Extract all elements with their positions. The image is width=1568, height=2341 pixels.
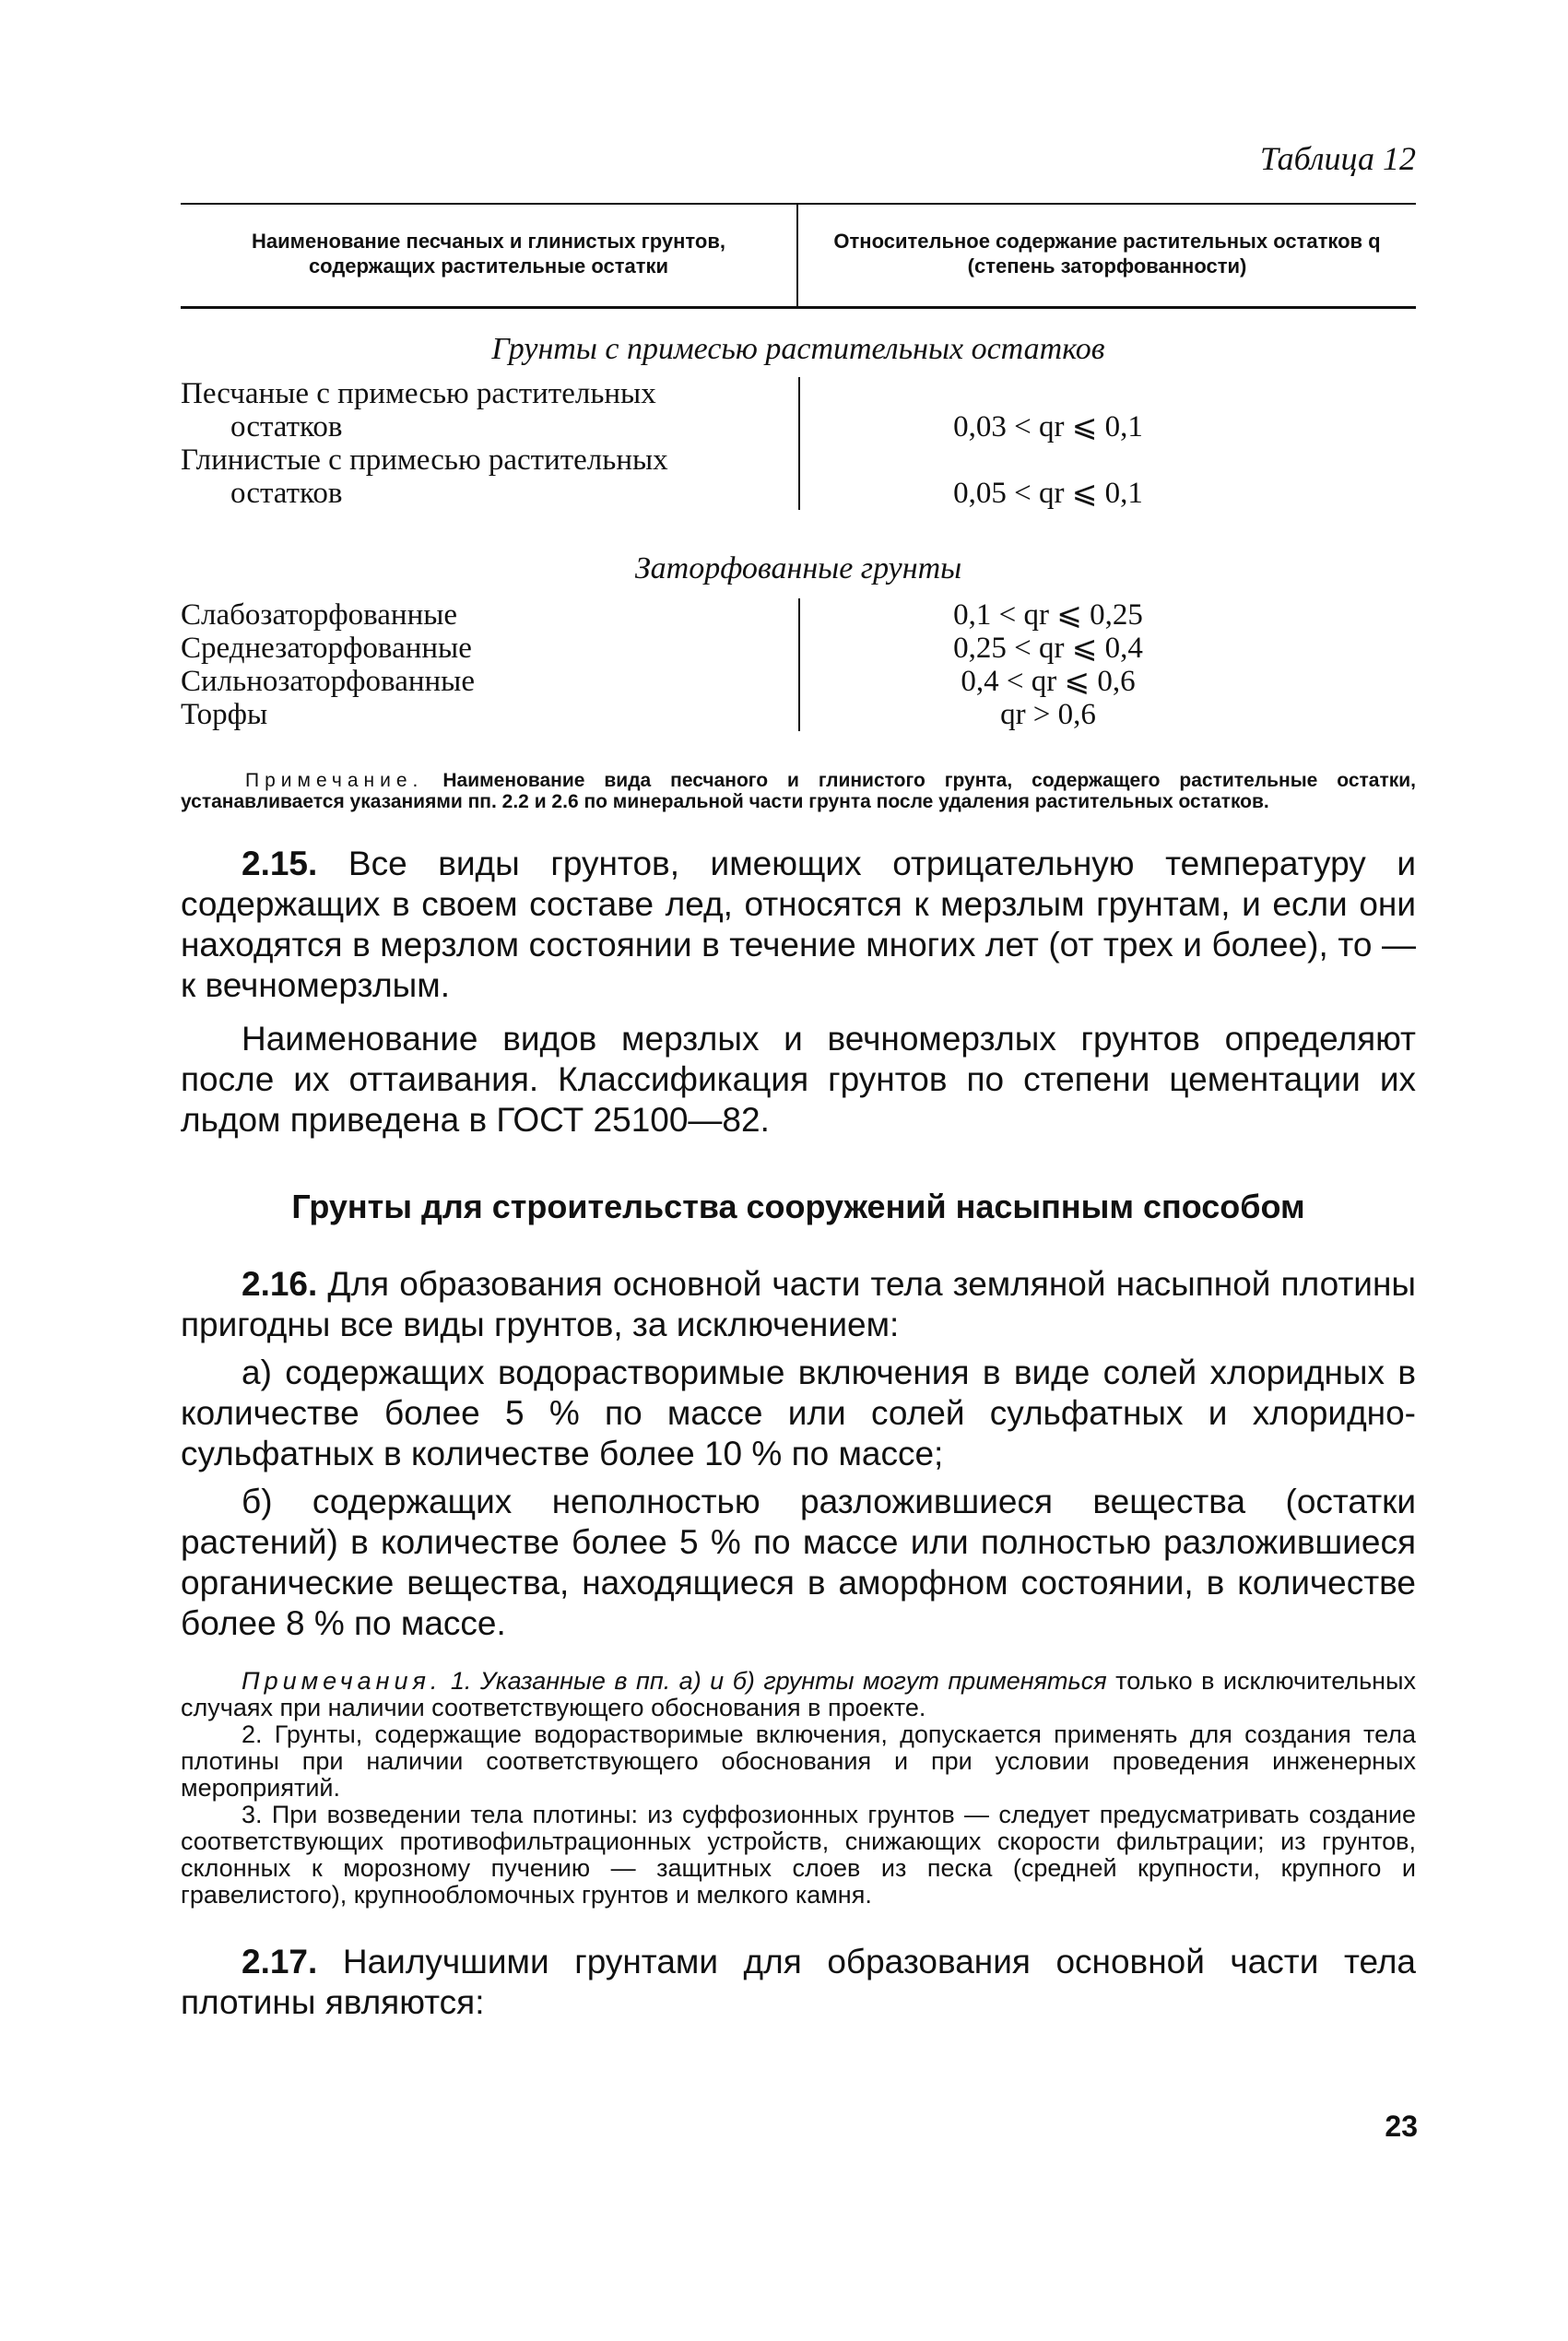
- paragraph-number: 2.17.: [242, 1943, 318, 1980]
- note-2: 2. Грунты, содержащие водорастворимые включения, допускается применять для создания тела плотины при наличии соответствующего обоснования и при условии проведения инженерных мероприятий.: [181, 1720, 1416, 1802]
- table-row: [181, 377, 785, 443]
- table-row: [181, 443, 785, 510]
- table-note: [181, 770, 1416, 812]
- row-value: 0,1 < qr ⩽ 0,25: [953, 598, 1143, 632]
- document-page: [181, 138, 1416, 2023]
- row-name-line2: остатков: [230, 477, 343, 510]
- paragraph-2-15-continued: Наименование видов мерзлых и вечномерзлых грунтов определяют после их оттаивания. Классификация грунтов по степени цементации их льдом приведена в ГОСТ 25100—82.: [181, 1020, 1416, 1139]
- notes-block: [181, 1668, 1416, 1909]
- table-header: [181, 205, 1416, 306]
- row-value: 0,4 < qr ⩽ 0,6: [961, 665, 1136, 698]
- section1-names: [181, 377, 798, 510]
- section1-values: [798, 377, 1416, 510]
- row-name-line1: Глинистые с примесью растительных: [181, 443, 668, 477]
- section-title-peat: Заторфованные грунты: [634, 551, 962, 585]
- note-1-text: только в исключительных случаях при наличии соответствующего обоснования в проекте.: [181, 1667, 1416, 1721]
- table-caption: Таблица 12: [1259, 140, 1416, 177]
- row-value: 0,03 < qr ⩽ 0,1: [953, 410, 1143, 443]
- row-value: 0,25 < qr ⩽ 0,4: [953, 632, 1143, 665]
- section2-values: [798, 598, 1416, 731]
- section2-group: [181, 598, 1416, 731]
- paragraph-text: Все виды грунтов, имеющих отрицательную температуру и содержащих в своем составе лед, относятся к мерзлым грунтам, и если они находятся в мерзлом состоянии в течение многих лет (от трех и более), то — к вечномерзлым.: [181, 845, 1416, 1004]
- section-title-plant-residue: Грунты с примесью растительных остатков: [491, 332, 1105, 366]
- paragraph-2-15: [181, 844, 1416, 1006]
- paragraph-2-17: [181, 1942, 1416, 2023]
- table-note-text: Наименование вида песчаного и глинистого грунта, содержащего растительные остатки, устанавливается указаниями пп. 2.2 и 2.6 по минеральной части грунта после удаления растительных остатков.: [181, 770, 1416, 812]
- row-value: qr > 0,6: [1000, 698, 1096, 731]
- table-header-rule: [181, 306, 1416, 309]
- note-3: 3. При возведении тела плотины: из суффозионных грунтов — следует предусматривать создание соответствующих противофильтрационных устройств, снижающих скорости фильтрации; из грунтов, склонных к морозному пучению — защитных слоев из песка (средней крупности, крупного и гравелистого), крупнообломочных грунтов и мелкого камня.: [181, 1801, 1416, 1909]
- paragraph-number: 2.16.: [242, 1265, 318, 1303]
- row-name-line2: остатков: [230, 410, 343, 443]
- row-name-line1: Песчаные с примесью растительных: [181, 377, 656, 410]
- row-name: Слабозаторфованные: [181, 598, 458, 632]
- header-right: Относительное содержание растительных остатков q (степень заторфованности): [833, 230, 1381, 278]
- paragraph-2-16: [181, 1264, 1416, 1345]
- paragraph-text: Наилучшими грунтами для образования основной части тела плотины являются:: [181, 1943, 1416, 2021]
- page-number: 23: [1385, 2110, 1418, 2143]
- table-note-label: Примечание.: [245, 770, 424, 791]
- row-value: 0,05 < qr ⩽ 0,1: [953, 477, 1143, 510]
- paragraph-text: Для образования основной части тела земляной насыпной плотины пригодны все виды грунтов, за исключением:: [181, 1265, 1416, 1343]
- table-12: [181, 203, 1416, 812]
- header-left: Наименование песчаных и глинистых грунтов, содержащих растительные остатки: [181, 205, 798, 306]
- paragraph-2-16-b: б) содержащих неполностью разложившиеся вещества (остатки растений) в количестве более 5 % по массе или полностью разложившиеся органические вещества, находящиеся в аморфном состоянии, в количестве более 8 % по массе.: [181, 1483, 1416, 1642]
- note-1: [181, 1668, 1416, 1721]
- notes-label: Примечания.: [242, 1667, 442, 1695]
- section2-names: [181, 598, 798, 731]
- paragraph-2-16-a: а) содержащих водорастворимые включения в виде солей хлоридных в количестве более 5 % по массе или солей сульфатных и хлоридно-сульфатных в количестве более 10 % по массе;: [181, 1354, 1416, 1472]
- section-heading: Грунты для строительства сооружений насыпным способом: [291, 1188, 1305, 1225]
- row-name: Торфы: [181, 698, 268, 731]
- row-name: Среднезаторфованные: [181, 632, 472, 665]
- row-name: Сильнозаторфованные: [181, 665, 475, 698]
- note-1-italic: 1. Указанные в пп. а) и б) грунты могут применяться: [450, 1667, 1107, 1695]
- section1-group: [181, 377, 1416, 510]
- paragraph-number: 2.15.: [242, 845, 318, 882]
